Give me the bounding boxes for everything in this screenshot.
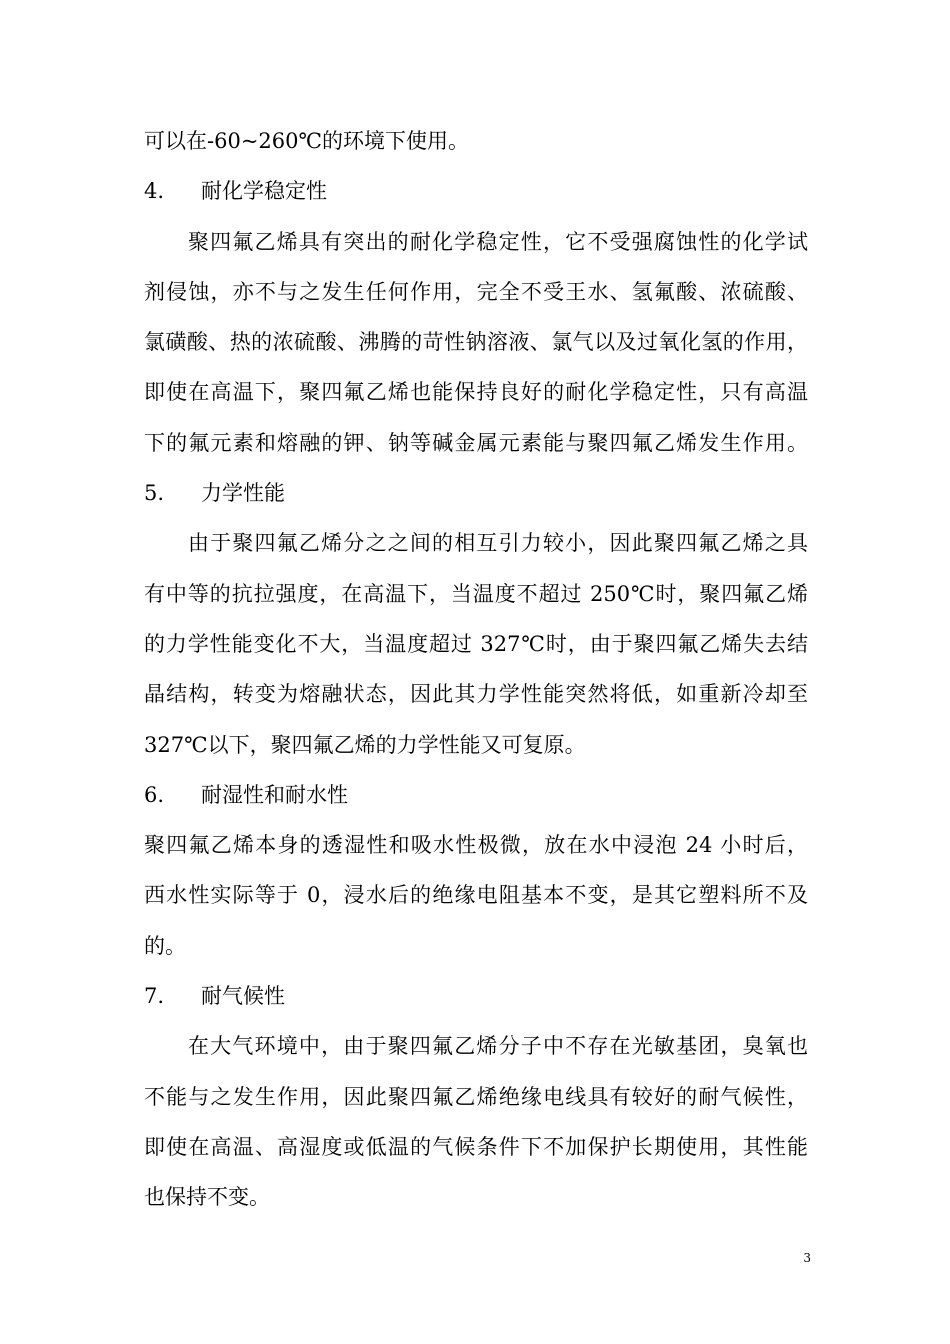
paragraph-line: 晶结构，转变为熔融状态，因此其力学性能突然将低，如重新冷却至 <box>144 682 808 707</box>
paragraph-line: 由于聚四氟乙烯分之之间的相互引力较小，因此聚四氟乙烯之具 <box>188 531 808 556</box>
section-title: 耐气候性 <box>201 984 285 1009</box>
paragraph-line: 可以在-60~260℃的环境下使用。 <box>144 129 469 153</box>
section-heading-5 <box>144 468 808 518</box>
paragraph-line: 的。 <box>144 933 186 958</box>
section-title: 耐化学稳定性 <box>201 179 327 204</box>
section-heading-7 <box>144 971 808 1021</box>
paragraph-line: 在大气环境中，由于聚四氟乙烯分子中不存在光敏基团，臭氧也 <box>188 1034 808 1059</box>
section-number: 4. <box>144 179 165 204</box>
paragraph-line: 即使在高温下，聚四氟乙烯也能保持良好的耐化学稳定性，只有高温 <box>144 380 808 405</box>
section-heading-6 <box>144 770 808 820</box>
paragraph-line: 327℃以下，聚四氟乙烯的力学性能又可复原。 <box>144 732 586 757</box>
document-body <box>144 116 808 1223</box>
paragraph-line: 氯磺酸、热的浓硫酸、沸腾的苛性钠溶液、氯气以及过氧化氢的作用， <box>144 330 808 355</box>
paragraph-line: 也保持不变。 <box>144 1185 270 1210</box>
paragraph-line: 的力学性能变化不大，当温度超过 327℃时，由于聚四氟乙烯失去结 <box>144 631 808 656</box>
section-number: 5. <box>144 481 165 506</box>
paragraph-line: 即使在高温、高湿度或低温的气候条件下不加保护长期使用，其性能 <box>144 1134 808 1159</box>
section-title: 力学性能 <box>201 481 285 506</box>
paragraph-line: 有中等的抗拉强度，在高温下，当温度不超过 250℃时，聚四氟乙烯 <box>144 581 808 606</box>
paragraph-line: 剂侵蚀，亦不与之发生任何作用，完全不受王水、氢氟酸、浓硫酸、 <box>144 279 808 304</box>
paragraph-line: 不能与之发生作用，因此聚四氟乙烯绝缘电线具有较好的耐气候性， <box>144 1084 808 1109</box>
section-number: 7. <box>144 984 165 1009</box>
paragraph-line: 下的氟元素和熔融的钾、钠等碱金属元素能与聚四氟乙烯发生作用。 <box>144 430 808 455</box>
section-title: 耐湿性和耐水性 <box>201 782 348 807</box>
paragraph-line: 聚四氟乙烯具有突出的耐化学稳定性，它不受强腐蚀性的化学试 <box>188 229 808 254</box>
section-heading-4 <box>144 166 808 216</box>
paragraph-line: 西水性实际等于 0，浸水后的绝缘电阻基本不变，是其它塑料所不及 <box>144 883 808 908</box>
paragraph-line: 聚四氟乙烯本身的透湿性和吸水性极微，放在水中浸泡 24 小时后， <box>144 833 808 858</box>
section-number: 6. <box>144 782 165 807</box>
page-number: 3 <box>803 1251 811 1265</box>
